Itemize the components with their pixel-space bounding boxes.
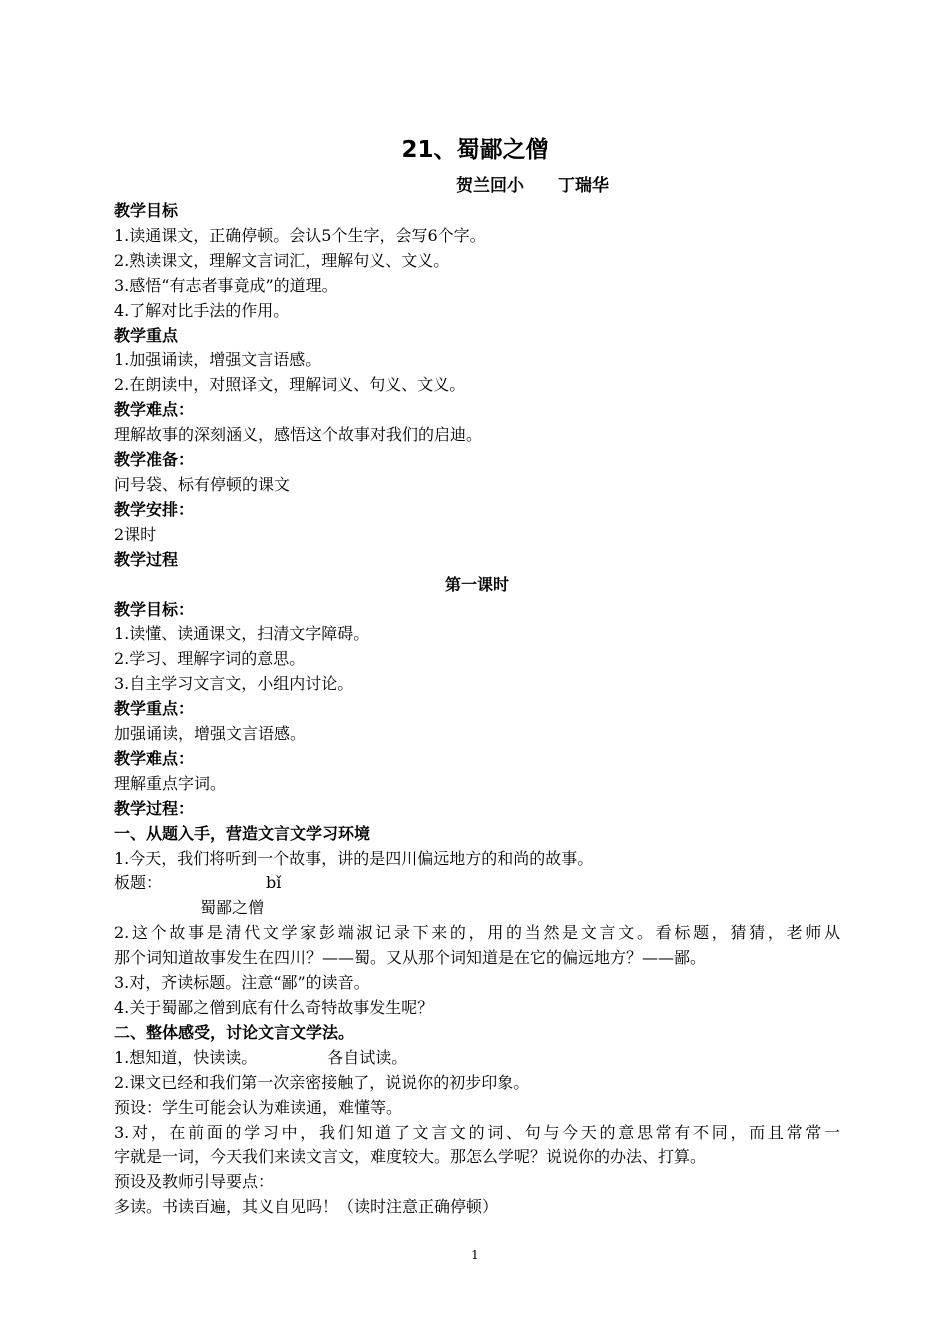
key-point-item: 2.在朗读中，对照译文，理解词义、句义、文义。 <box>114 375 466 395</box>
paragraph-line: 预设及教师引导要点： <box>114 1172 275 1192</box>
heading-key-points: 教学重点 <box>114 325 179 345</box>
paragraph-line: 1.今天，我们将听到一个故事，讲的是四川偏远地方的和尚的故事。 <box>114 848 594 868</box>
section-one-heading: 一、从题入手，营造文言文学习环境 <box>114 823 371 843</box>
paragraph-line: 预设：学生可能会认为难读通，难懂等。 <box>114 1097 403 1117</box>
paragraph-line: 2.课文已经和我们第一次亲密接触了，说说你的初步印象。 <box>114 1072 530 1092</box>
paragraph-line <box>114 1046 840 1071</box>
paragraph-line: 4.关于蜀鄙之僧到底有什么奇特故事发生呢？ <box>114 998 434 1017</box>
paragraph-line: 那个词知道故事发生在四川？——蜀。又从那个词知道是在它的偏远地方？——鄙。 <box>114 948 707 968</box>
session-goal-item: 1.读懂、读通课文，扫清文字障碍。 <box>114 624 370 644</box>
session-key-item: 加强诵读，增强文言语感。 <box>114 724 307 744</box>
heading-teaching-goals: 教学目标 <box>114 201 179 220</box>
paragraph-line: 多读。书读百遍，其义自见吗！（读时注意正确停顿） <box>114 1197 499 1217</box>
paragraph-line: 3.对，在前面的学习中，我们知道了文言文的词、句与今天的意思常有不同，而且常常一 <box>114 1122 840 1142</box>
lesson-body <box>114 199 840 1220</box>
paragraph-fragment: 1.想知道，快读读。 <box>114 1047 258 1067</box>
goal-item: 1.读通课文，正确停顿。会认5个生字，会写6个字。 <box>114 225 486 245</box>
heading-session-process: 教学过程： <box>114 798 195 818</box>
goal-item: 3.感悟“有志者事竟成”的道理。 <box>114 275 338 295</box>
page-number: 1 <box>471 1248 479 1262</box>
goal-item: 4.了解对比手法的作用。 <box>114 300 290 320</box>
heading-session-difficulty: 教学难点： <box>114 748 195 768</box>
heading-session-key: 教学重点： <box>114 699 195 719</box>
session-difficulty-item: 理解重点字词。 <box>114 773 227 793</box>
paragraph-fragment: 各自试读。 <box>327 1047 408 1067</box>
lesson-title: 21、蜀鄙之僧 <box>401 137 549 163</box>
preparation-item: 问号袋、标有停顿的课文 <box>114 474 291 494</box>
heading-session-goals: 教学目标： <box>114 599 195 619</box>
difficulty-item: 理解故事的深刻涵义，感悟这个故事对我们的启迪。 <box>114 425 483 445</box>
heading-arrangement: 教学安排： <box>114 499 195 519</box>
arrangement-item: 2课时 <box>114 524 157 544</box>
section-two-heading: 二、整体感受，讨论文言文学法。 <box>114 1022 355 1042</box>
paragraph-line: 3.对，齐读标题。注意“鄙”的读音。 <box>114 973 370 993</box>
key-point-item: 1.加强诵读，增强文言语感。 <box>114 350 322 370</box>
pinyin-annotation: bǐ <box>266 873 282 893</box>
board-title: 蜀鄙之僧 <box>200 898 265 918</box>
paragraph-line: 2.这个故事是清代文学家彭端淑记录下来的，用的当然是文言文。看标题，猜猜，老师从 <box>114 923 840 943</box>
heading-preparation: 教学准备： <box>114 450 195 470</box>
board-label: 板题： <box>114 873 163 893</box>
paragraph-line: 字就是一词，今天我们来读文言文，难度较大。那怎么学呢？说说你的办法、打算。 <box>114 1147 707 1167</box>
board-row <box>114 871 840 896</box>
goal-item: 2.熟读课文，理解文言词汇，理解句义、文义。 <box>114 250 450 270</box>
heading-difficulties: 教学难点： <box>114 400 195 420</box>
heading-process: 教学过程 <box>114 549 179 569</box>
session-goal-item: 3.自主学习文言文，小组内讨论。 <box>114 674 354 694</box>
session-goal-item: 2.学习、理解字词的意思。 <box>114 649 306 669</box>
lesson-one-heading: 第一课时 <box>444 574 509 594</box>
author-line: 贺兰回小 丁瑞华 <box>456 176 609 196</box>
